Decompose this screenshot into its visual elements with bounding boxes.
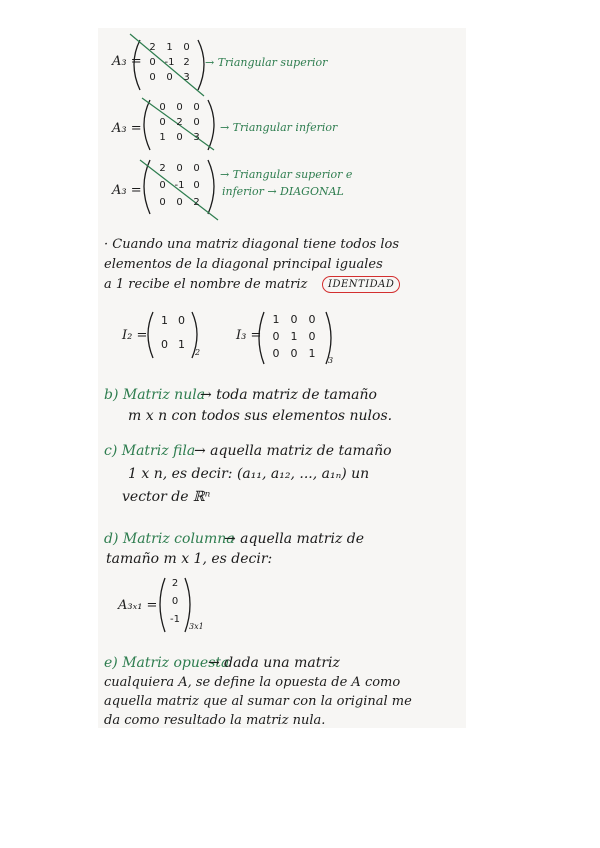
section-c-text-3: vector de ℝⁿ — [122, 489, 211, 505]
matrix-cell: 0 — [159, 102, 166, 113]
i3-label: I₃ = — [236, 328, 262, 343]
matrix-cell: 0 — [193, 180, 200, 191]
matrix-3-note-line2: inferior → DIAGONAL — [222, 185, 344, 198]
section-c-text-2: 1 x n, es decir: (a₁₁, a₁₂, ..., a₁ₙ) un — [128, 466, 370, 482]
section-c-text-1: → aquella matriz de tamaño — [194, 443, 392, 459]
identity-line-3: a 1 recibe el nombre de matriz — [104, 277, 308, 292]
matrix-cell: 0 — [159, 117, 166, 128]
i2-subscript: 2 — [195, 348, 201, 357]
section-d-title: d) Matriz columna — [104, 531, 235, 547]
matrix-cell: 0 — [166, 72, 173, 83]
matrix-3-note-line1: → Triangular superior e — [220, 168, 353, 181]
matrix-cell: 1 — [161, 314, 168, 327]
section-b-text-2: m x n con todos sus elementos nulos. — [128, 408, 393, 424]
identity-highlight: IDENTIDAD — [322, 276, 400, 293]
matrix-cell: 0 — [272, 330, 280, 343]
section-e-text-4: da como resultado la matriz nula. — [104, 713, 326, 728]
matrix-cell: 0 — [171, 596, 179, 607]
column-matrix-subscript: 3x1 — [189, 622, 204, 631]
matrix-cell: 0 — [183, 42, 190, 53]
matrix-cell: 0 — [193, 117, 200, 128]
matrix-cell: 1 — [178, 338, 185, 351]
matrix-cell: 0 — [161, 338, 168, 351]
matrix-cell: 3 — [193, 132, 200, 143]
matrix-cell: 0 — [149, 72, 156, 83]
matrix-cell: 0 — [176, 102, 183, 113]
matrix-2-note: → Triangular inferior — [220, 121, 338, 134]
matrix-cell: 1 — [290, 330, 298, 343]
matrix-cell: 2 — [183, 57, 190, 68]
matrix-cell: 0 — [159, 197, 166, 208]
matrix-cell: -1 — [170, 614, 180, 625]
identity-line-1: · Cuando una matriz diagonal tiene todos los — [104, 237, 399, 252]
i2-label: I₂ = — [122, 328, 148, 343]
section-d-text-1: → aquella matriz de — [224, 531, 365, 547]
matrix-cell: 0 — [149, 57, 156, 68]
matrix-cell: -1 — [164, 57, 175, 68]
section-e-title: e) Matriz opuesta — [104, 655, 230, 671]
matrix-cell: 0 — [308, 330, 316, 343]
matrix-cell: 1 — [166, 42, 173, 53]
section-b-title: b) Matriz nula — [104, 387, 206, 403]
matrix-cell: 3 — [183, 72, 190, 83]
matrix-cell: 0 — [176, 132, 183, 143]
section-c-title: c) Matriz fila — [104, 443, 196, 459]
section-e-text-1: → dada una matriz — [208, 655, 340, 671]
matrix-1-label: A₃ = — [112, 54, 142, 69]
matrix-cell: 0 — [178, 314, 185, 327]
identity-line-2: elementos de la diagonal principal iguales — [104, 257, 383, 272]
section-e-text-2: cualquiera A, se define la opuesta de A como — [104, 675, 401, 690]
matrix-2-label: A₃ = — [112, 121, 142, 136]
matrix-cell: -1 — [174, 180, 185, 191]
matrix-cell: 0 — [176, 197, 183, 208]
matrix-cell: 2 — [176, 117, 183, 128]
column-matrix-label: A₃ₓ₁ = — [118, 598, 158, 613]
matrix-cell: 0 — [176, 163, 183, 174]
matrix-cell: 1 — [159, 132, 166, 143]
matrix-1-note: → Triangular superior — [205, 56, 328, 69]
matrix-cell: 2 — [193, 197, 200, 208]
matrix-cell: 0 — [290, 313, 298, 326]
section-b-text-1: → toda matriz de tamaño — [200, 387, 377, 403]
matrix-cell: 2 — [159, 163, 166, 174]
section-e-text-3: aquella matriz que al sumar con la original me — [104, 694, 412, 709]
matrix-cell: 0 — [308, 313, 316, 326]
matrix-cell: 1 — [272, 313, 280, 326]
matrix-cell: 0 — [193, 102, 200, 113]
matrix-cell: 1 — [308, 347, 316, 360]
matrix-cell: 0 — [272, 347, 280, 360]
matrix-cell: 2 — [171, 578, 179, 589]
i3-subscript: 3 — [328, 356, 334, 365]
matrix-cell: 0 — [193, 163, 200, 174]
matrix-3-label: A₃ = — [112, 183, 142, 198]
matrix-cell: 2 — [149, 42, 156, 53]
section-d-text-2: tamaño m x 1, es decir: — [106, 551, 273, 567]
matrix-cell: 0 — [290, 347, 298, 360]
matrix-cell: 0 — [159, 180, 166, 191]
